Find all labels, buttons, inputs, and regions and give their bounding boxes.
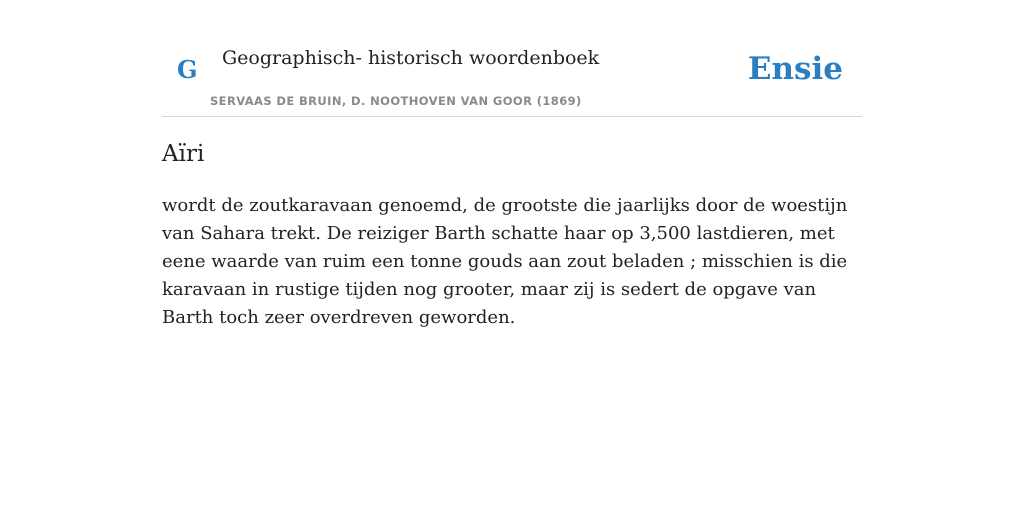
dictionary-logo[interactable]: G xyxy=(177,55,198,84)
entry-definition: wordt de zoutkaravaan genoemd, de grootste die jaarlijks door de woestijn van Sahara trekt. De reiziger Barth schatte haar op 3,500 lastdieren, met eene waarde van ruim een tonne gouds aan zout beladen ; misschien is die karavaan in rustige tijden nog grooter, maar zij is sedert de opgave van Barth toch zeer overdreven geworden. xyxy=(162,195,848,328)
entry-term: Aïri xyxy=(162,141,205,167)
ensie-logo-link[interactable]: Ensie xyxy=(747,51,843,87)
dictionary-header xyxy=(162,0,862,117)
dictionary-title-link[interactable]: Geographisch- historisch woordenboek xyxy=(222,47,600,69)
dictionary-author: SERVAAS DE BRUIN, D. NOOTHOVEN VAN GOOR (1869) xyxy=(210,94,582,108)
